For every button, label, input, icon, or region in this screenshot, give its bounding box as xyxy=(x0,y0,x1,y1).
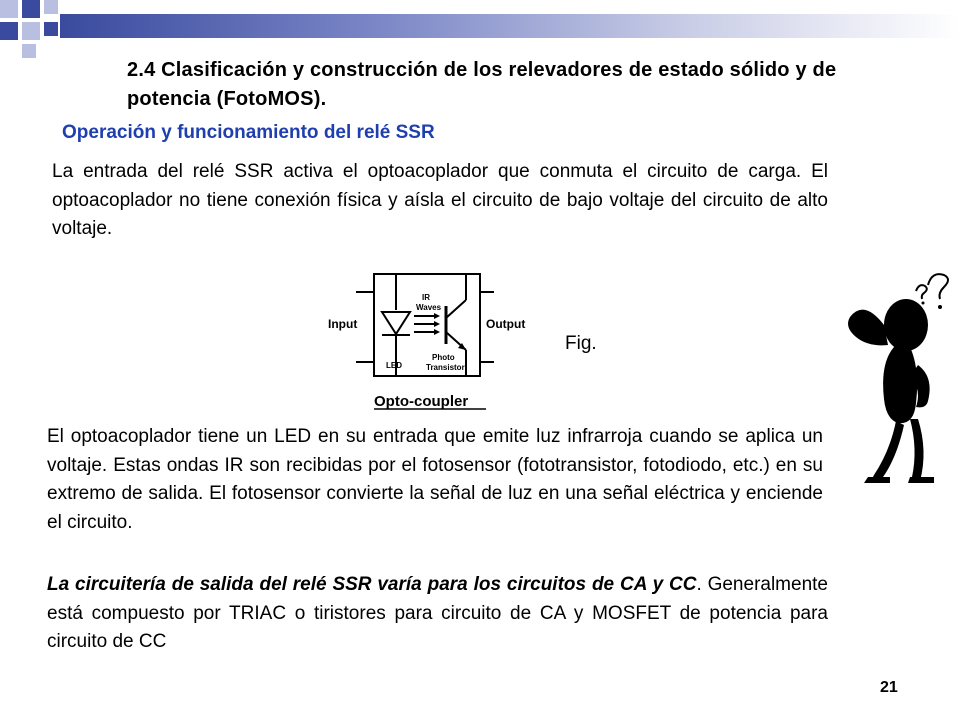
thinking-person-illustration xyxy=(838,255,960,485)
photo-label: Photo xyxy=(432,353,455,362)
left-leg xyxy=(873,421,904,481)
figure-label: Fig. xyxy=(565,333,597,354)
deco-square xyxy=(22,22,40,40)
led-label: LED xyxy=(386,361,402,370)
slide-subtitle: Operación y funcionamiento del relé SSR xyxy=(62,122,435,143)
paragraph-output-circuit xyxy=(47,571,828,657)
question-mark-icon xyxy=(928,274,948,299)
head-icon xyxy=(884,299,928,351)
ir-label: IR xyxy=(422,293,430,302)
deco-square xyxy=(44,0,58,14)
ir-arrowhead xyxy=(434,329,440,335)
output-label: Output xyxy=(486,317,526,331)
paragraph-continuation: . Generalmente está compuesto por TRIAC o tiristores para circuito de CA y MOSFET de potencia para circuito de CC xyxy=(47,574,828,652)
arm-on-head xyxy=(848,310,888,346)
header-decoration xyxy=(0,0,960,60)
right-foot xyxy=(908,477,934,483)
question-dot xyxy=(922,302,925,305)
transistor-label: Transistor xyxy=(426,363,465,372)
waves-label: Waves xyxy=(416,303,442,312)
deco-square xyxy=(0,0,18,18)
left-foot xyxy=(864,477,890,483)
right-leg xyxy=(910,419,924,482)
torso-icon xyxy=(883,347,917,423)
led-icon xyxy=(382,312,410,334)
paragraph-ssr-input: La entrada del relé SSR activa el optoacoplador que conmuta el circuito de carga. El optoacoplador no tiene conexión física y aísla el circuito de bajo voltaje del circuito de alto voltaje. xyxy=(52,161,828,239)
deco-square xyxy=(0,22,18,40)
question-mark-icon xyxy=(916,285,927,299)
page-number: 21 xyxy=(880,679,898,696)
transistor-collector xyxy=(446,300,466,318)
input-label: Input xyxy=(328,317,358,331)
slide-title: 2.4 Clasificación y construcción de los relevadores de estado sólido y de potencia (FotoMOS). xyxy=(127,59,837,110)
deco-square xyxy=(22,44,36,58)
paragraph-opto-operation: El optoacoplador tiene un LED en su entrada que emite luz infrarroja cuando se aplica un voltaje. Estas ondas IR son recibidas por el fotosensor (fototransistor, fotodiodo, etc.) en su extremo de salida. El fotosensor convierte la señal de luz en una señal eléctrica y enciende el circuito. xyxy=(47,426,823,533)
opto-coupler-diagram xyxy=(326,270,526,420)
question-dot xyxy=(938,305,942,309)
ir-arrowhead xyxy=(434,313,440,319)
header-bar xyxy=(60,14,960,38)
ir-arrowhead xyxy=(434,321,440,327)
deco-square xyxy=(44,22,58,36)
paragraph-emphasis: La circuitería de salida del relé SSR varía para los circuitos de CA y CC xyxy=(47,574,697,595)
diagram-caption: Opto-coupler xyxy=(374,393,469,410)
deco-square xyxy=(22,0,40,18)
